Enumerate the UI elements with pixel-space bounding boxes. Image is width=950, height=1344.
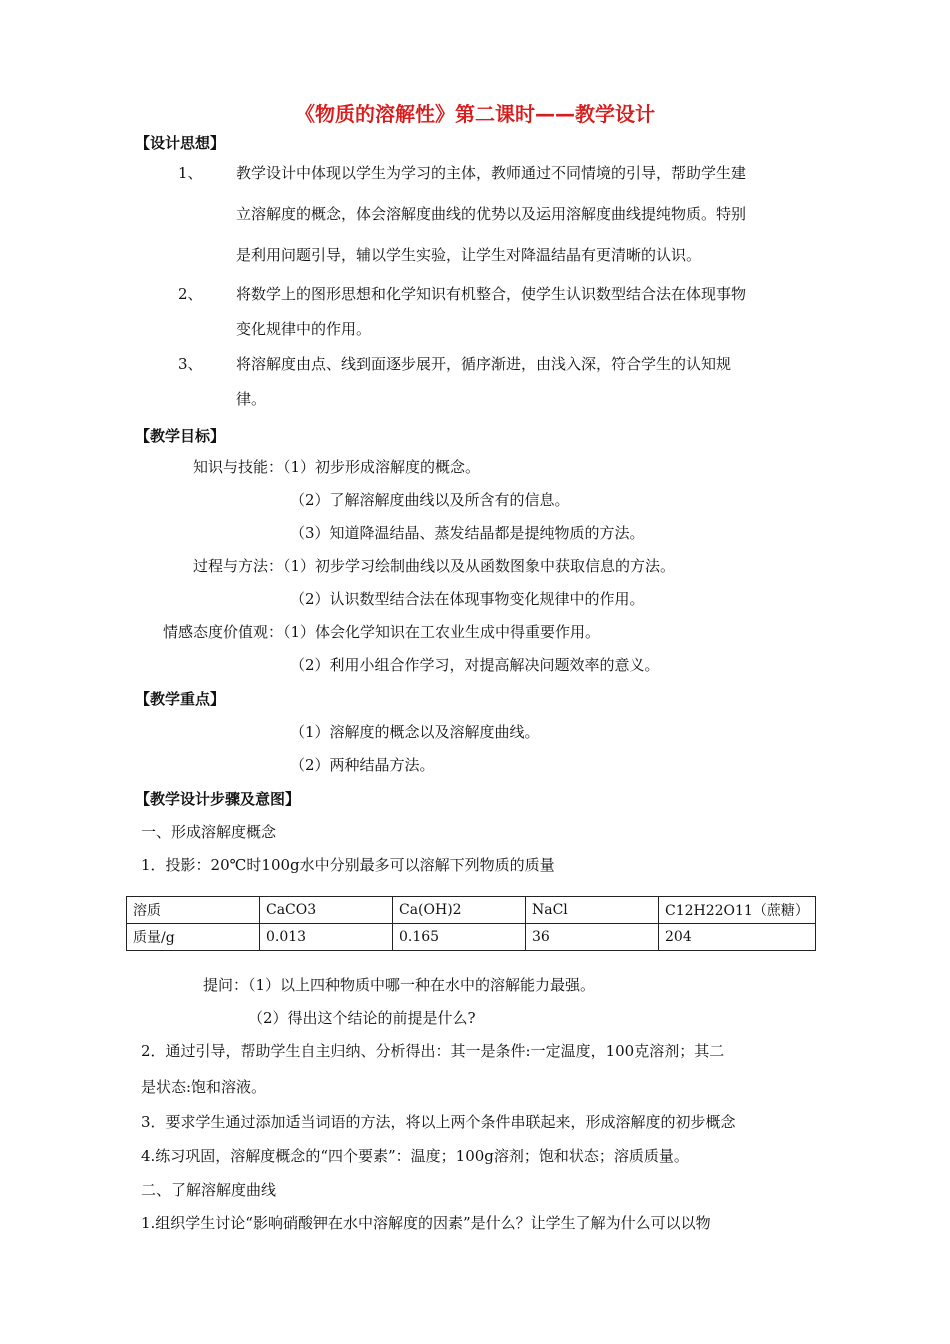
table-cell: 204 [659, 924, 816, 951]
page-title: 《物质的溶解性》第二课时——教学设计 [295, 102, 655, 126]
table-cell: 0.013 [260, 924, 393, 951]
step-line: 4.练习巩固，溶解度概念的“四个要素”：温度；100g溶剂；饱和状态；溶质质量。 [141, 1147, 689, 1165]
design-line: 教学设计中体现以学生为学习的主体，教师通过不同情境的引导，帮助学生建 [236, 164, 747, 182]
goal-line: 知识与技能：（1）初步形成溶解度的概念。 [193, 458, 481, 476]
key-line: （1）溶解度的概念以及溶解度曲线。 [290, 723, 540, 741]
table-cell: 0.165 [393, 924, 526, 951]
step-line: （2）得出这个结论的前提是什么? [248, 1009, 476, 1027]
step-line: 提问：（1）以上四种物质中哪一种在水中的溶解能力最强。 [203, 976, 596, 994]
table-cell: C12H22O11（蔗糖） [659, 897, 816, 924]
item-number: 1、 [178, 164, 203, 182]
heading-key: 【教学重点】 [135, 690, 226, 708]
step-line: 1.组织学生讨论“影响硝酸钾在水中溶解度的因素”是什么？让学生了解为什么可以以物 [141, 1214, 711, 1232]
heading-goals: 【教学目标】 [135, 427, 226, 445]
step-line: 二、了解溶解度曲线 [141, 1181, 277, 1199]
table-cell: NaCl [526, 897, 659, 924]
design-line: 是利用问题引导，辅以学生实验，让学生对降温结晶有更清晰的认识。 [236, 246, 702, 264]
table-cell: 溶质 [127, 897, 260, 924]
goal-line: （2）认识数型结合法在体现事物变化规律中的作用。 [290, 590, 645, 608]
step-line: 一、形成溶解度概念 [141, 823, 277, 841]
table-cell: 质量/g [127, 924, 260, 951]
goal-line: 过程与方法：（1）初步学习绘制曲线以及从函数图象中获取信息的方法。 [193, 557, 676, 575]
table-cell: CaCO3 [260, 897, 393, 924]
item-number: 2、 [178, 285, 203, 303]
table-cell: Ca(OH)2 [393, 897, 526, 924]
key-line: （2）两种结晶方法。 [290, 756, 435, 774]
design-line: 将数学上的图形思想和化学知识有机整合，使学生认识数型结合法在体现事物 [236, 285, 747, 303]
goal-line: 情感态度价值观：（1）体会化学知识在工农业生成中得重要作用。 [163, 623, 601, 641]
goal-line: （3）知道降温结晶、蒸发结晶都是提纯物质的方法。 [290, 524, 645, 542]
goal-line: （2）了解溶解度曲线以及所含有的信息。 [290, 491, 570, 509]
design-line: 律。 [236, 390, 267, 408]
design-line: 将溶解度由点、线到面逐步展开，循序渐进，由浅入深，符合学生的认知规 [236, 355, 732, 373]
step-line: 3．要求学生通过添加适当词语的方法，将以上两个条件串联起来，形成溶解度的初步概念 [141, 1113, 736, 1131]
heading-steps: 【教学设计步骤及意图】 [135, 790, 301, 808]
table-row [127, 897, 816, 924]
item-number: 3、 [178, 355, 203, 373]
step-line: 是状态:饱和溶液。 [141, 1078, 267, 1096]
heading-design: 【设计思想】 [135, 134, 226, 152]
design-line: 立溶解度的概念，体会溶解度曲线的优势以及运用溶解度曲线提纯物质。特别 [236, 205, 747, 223]
table-cell: 36 [526, 924, 659, 951]
step-line: 1．投影：20℃时100g水中分别最多可以溶解下列物质的质量 [141, 856, 555, 874]
design-line: 变化规律中的作用。 [236, 320, 372, 338]
table-row [127, 924, 816, 951]
step-line: 2．通过引导，帮助学生自主归纳、分析得出：其一是条件:一定温度，100克溶剂；其二 [141, 1042, 725, 1060]
solubility-table [126, 896, 816, 951]
goal-line: （2）利用小组合作学习，对提高解决问题效率的意义。 [290, 656, 660, 674]
